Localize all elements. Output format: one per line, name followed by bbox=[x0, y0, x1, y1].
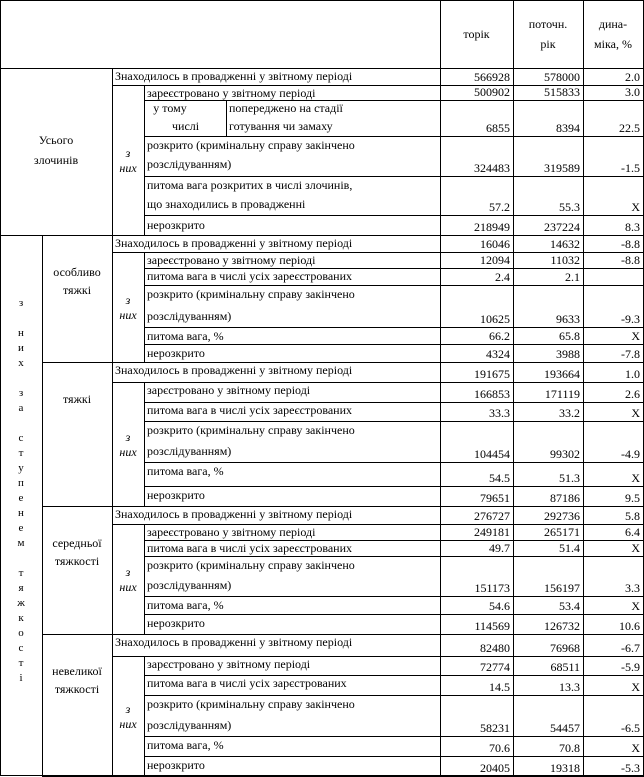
group-3-of-them-label: них bbox=[119, 717, 137, 731]
row-border bbox=[144, 176, 644, 177]
group-2-of-them-label: них bbox=[119, 580, 137, 594]
total-value-prev: 218949 bbox=[474, 220, 510, 234]
group-3-value-curr: 13.3 bbox=[559, 680, 580, 694]
row-border bbox=[144, 100, 644, 101]
total-row-label: питома вага розкритих в числі злочинів, bbox=[147, 178, 353, 192]
group-2-of-them-label: з bbox=[125, 565, 131, 579]
total-value-prev: 6855 bbox=[486, 121, 510, 135]
group-0-value-dyn: X bbox=[631, 329, 640, 343]
total-crimes-label: Усього bbox=[38, 133, 74, 147]
group-1-value-curr: 51.3 bbox=[559, 471, 580, 485]
group-3-row-label: нерозкрито bbox=[147, 758, 205, 772]
group-0-name: особливо bbox=[53, 265, 101, 279]
group-2-value-prev: 151173 bbox=[474, 581, 510, 595]
row-border bbox=[144, 596, 644, 597]
group-3-value-dyn: X bbox=[631, 680, 640, 694]
total-value-curr: 8394 bbox=[556, 121, 580, 135]
group-2-name: тяжкості bbox=[54, 554, 100, 568]
total-value-dyn: 2.0 bbox=[625, 70, 640, 84]
group-2-value-curr: 156197 bbox=[544, 581, 580, 595]
group-0-row-label: питома вага, % bbox=[147, 329, 224, 343]
group-3-value-curr: 68511 bbox=[550, 660, 580, 674]
row-border bbox=[144, 327, 644, 328]
group-1-value-curr: 171119 bbox=[544, 387, 580, 401]
including-label: числі bbox=[172, 119, 200, 133]
group-0-value-dyn: -8.8 bbox=[621, 253, 640, 267]
group-2-value-curr: 51.4 bbox=[559, 541, 580, 555]
total-value-curr: 237224 bbox=[544, 220, 580, 234]
group-1-value-curr: 87186 bbox=[550, 491, 580, 505]
row-border bbox=[144, 486, 644, 487]
group-3-value-prev: 20405 bbox=[480, 761, 510, 775]
header-prev-year: торік bbox=[463, 27, 490, 41]
total-crimes-label: злочинів bbox=[33, 153, 79, 167]
total-row-label: розкрито (кримінальну справу закінчено bbox=[147, 138, 355, 152]
group-3-value-prev: 58231 bbox=[480, 721, 510, 735]
total-row-label: розслідуванням) bbox=[147, 157, 232, 171]
column-border bbox=[144, 656, 145, 777]
group-3-row-label: розслідуванням) bbox=[147, 718, 232, 732]
group-0-value-curr: 14632 bbox=[550, 237, 580, 251]
group-1-name: тяжкі bbox=[62, 392, 92, 406]
including-label: у тому bbox=[153, 101, 187, 115]
row-border bbox=[144, 736, 644, 737]
total-value-curr: 578000 bbox=[544, 70, 580, 84]
group-1-value-dyn: 2.6 bbox=[625, 387, 640, 401]
group-3-row-label: питома вага, % bbox=[147, 738, 224, 752]
column-border bbox=[144, 524, 145, 635]
group-3-value-curr: 76968 bbox=[550, 641, 580, 655]
group-0-row-label: нерозкрито bbox=[147, 346, 205, 360]
group-2-value-dyn: 3.3 bbox=[625, 581, 640, 595]
row-border bbox=[144, 285, 644, 286]
group-3-value-dyn: -5.3 bbox=[621, 761, 640, 775]
total-row-label: нерозкрито bbox=[147, 218, 205, 232]
group-0-value-curr: 3988 bbox=[556, 347, 580, 361]
group-3-value-dyn: -6.7 bbox=[621, 641, 640, 655]
header-current-year: рік bbox=[540, 37, 556, 51]
total-row-label: готування чи замаху bbox=[229, 119, 333, 133]
group-2-value-curr: 53.4 bbox=[559, 599, 580, 613]
group-2-value-prev: 49.7 bbox=[489, 541, 510, 555]
group-0-row-label: питома вага в числі усіх зареєстрованих bbox=[147, 269, 352, 283]
group-0-value-prev: 2.4 bbox=[495, 270, 510, 284]
group-3-value-curr: 19318 bbox=[550, 761, 580, 775]
group-2-value-curr: 292736 bbox=[544, 509, 580, 523]
group-3-value-curr: 54457 bbox=[550, 721, 580, 735]
group-2-row-label: питома вага, % bbox=[147, 598, 224, 612]
table-top-border bbox=[0, 0, 644, 1]
group-1-value-prev: 54.5 bbox=[489, 471, 510, 485]
group-0-value-dyn: -8.8 bbox=[621, 237, 640, 251]
total-of-them-label: з bbox=[125, 146, 131, 160]
group-2-value-dyn: 6.4 bbox=[625, 525, 640, 539]
total-value-dyn: X bbox=[631, 200, 640, 214]
row-border bbox=[144, 344, 644, 345]
group-1-value-dyn: -4.9 bbox=[621, 447, 640, 461]
column-border bbox=[226, 100, 227, 137]
group-0-value-curr: 65.8 bbox=[559, 329, 580, 343]
group-3-value-dyn: X bbox=[631, 741, 640, 755]
group-2-name: середньої bbox=[52, 536, 102, 550]
total-row-label: що знаходились в провадженні bbox=[147, 197, 306, 211]
total-value-curr: 55.3 bbox=[559, 200, 580, 214]
group-2-value-dyn: 10.6 bbox=[619, 619, 640, 633]
group-2-row-label: розкрито (кримінальну справу закінчено bbox=[147, 558, 355, 572]
group-1-row-label: питома вага, % bbox=[147, 464, 224, 478]
group-3-value-prev: 70.6 bbox=[489, 741, 510, 755]
header-dynamics: дина- bbox=[598, 17, 628, 31]
group-0-of-them-label: них bbox=[119, 308, 137, 322]
total-value-prev: 57.2 bbox=[489, 200, 510, 214]
group-3-value-prev: 72774 bbox=[480, 660, 510, 674]
group-0-row-label: розкрито (кримінальну справу закінчено bbox=[147, 287, 355, 301]
total-row-label: зареєстровано у звітному періоді bbox=[147, 86, 316, 100]
group-0-row-label: зареєстровано у звітному періоді bbox=[147, 253, 316, 267]
group-1-row-label: зарєстровано у звітному періоді bbox=[147, 383, 311, 397]
total-value-prev: 500902 bbox=[474, 85, 510, 99]
group-0-name: тяжкі bbox=[62, 283, 92, 297]
group-1-value-dyn: 9.5 bbox=[625, 491, 640, 505]
group-2-value-dyn: X bbox=[631, 541, 640, 555]
group-1-of-them-label: них bbox=[119, 445, 137, 459]
row-border bbox=[144, 556, 644, 557]
total-value-dyn: 8.3 bbox=[625, 220, 640, 234]
group-1-value-prev: 191675 bbox=[474, 367, 510, 381]
group-0-value-prev: 66.2 bbox=[489, 329, 510, 343]
group-0-row-label: Знаходилось в провадженні у звітному періоді bbox=[115, 236, 353, 250]
group-0-value-prev: 10625 bbox=[480, 312, 510, 326]
group-0-row-label: розслідуванням) bbox=[147, 309, 232, 323]
group-1-row-label: Знаходилось в провадженні у звітному періоді bbox=[115, 363, 353, 377]
total-value-prev: 324483 bbox=[474, 161, 510, 175]
total-row-label: Знаходилось в провадженні у звітному періоді bbox=[115, 69, 353, 83]
group-3-value-prev: 82480 bbox=[480, 641, 510, 655]
group-1-value-dyn: X bbox=[631, 406, 640, 420]
group-3-row-label: питома вага в числі усіх зарєстрованих bbox=[147, 676, 347, 690]
total-value-dyn: 22.5 bbox=[619, 121, 640, 135]
group-2-row-label: зареєстровано у звітному періоді bbox=[147, 525, 316, 539]
group-3-name: тяжкості bbox=[54, 682, 100, 696]
group-2-value-curr: 265171 bbox=[544, 525, 580, 539]
row-border bbox=[144, 756, 644, 757]
group-1-value-prev: 166853 bbox=[474, 387, 510, 401]
group-1-row-label: нерозкрито bbox=[147, 488, 205, 502]
group-1-value-curr: 193664 bbox=[544, 367, 580, 381]
total-value-curr: 515833 bbox=[544, 85, 580, 99]
group-3-row-label: Знаходилось в провадженні у звітному періоді bbox=[115, 635, 353, 649]
group-0-value-prev: 4324 bbox=[486, 347, 510, 361]
group-2-value-dyn: 5.8 bbox=[625, 509, 640, 523]
header-current-year: поточн. bbox=[528, 17, 568, 31]
group-3-row-label: зарєстровано у звітному періоді bbox=[147, 657, 311, 671]
group-1-value-prev: 33.3 bbox=[489, 406, 510, 420]
total-value-prev: 566928 bbox=[474, 70, 510, 84]
group-0-value-curr: 9633 bbox=[556, 312, 580, 326]
group-3-value-dyn: -6.5 bbox=[621, 721, 640, 735]
group-2-row-label: нерозкрито bbox=[147, 616, 205, 630]
group-1-value-prev: 79651 bbox=[480, 491, 510, 505]
group-1-value-curr: 33.2 bbox=[559, 406, 580, 420]
group-1-value-curr: 99302 bbox=[550, 447, 580, 461]
group-2-value-prev: 54.6 bbox=[489, 599, 510, 613]
total-value-dyn: -1.5 bbox=[621, 161, 640, 175]
row-border bbox=[144, 421, 644, 422]
group-3-value-curr: 70.8 bbox=[559, 741, 580, 755]
row-border bbox=[144, 136, 644, 137]
group-1-row-label: розслідуванням) bbox=[147, 444, 232, 458]
group-2-value-prev: 249181 bbox=[474, 525, 510, 539]
row-border bbox=[144, 462, 644, 463]
group-1-row-label: питома вага в числі усіх зареєстрованих bbox=[147, 403, 352, 417]
severity-vertical-label: з н и х з а с т у п е н е м т я ж к о с т і bbox=[17, 297, 25, 684]
header-dynamics: міка, % bbox=[594, 37, 632, 51]
group-3-row-label: розкрито (кримінальну справу закінчено bbox=[147, 697, 355, 711]
total-of-them-label: них bbox=[119, 161, 137, 175]
group-2-value-prev: 276727 bbox=[474, 509, 510, 523]
group-1-row-label: розкрито (кримінальну справу закінчено bbox=[147, 423, 355, 437]
group-2-row-label: Знаходилось в провадженні у звітному періоді bbox=[115, 507, 353, 521]
row-border bbox=[144, 215, 644, 216]
total-row-label: попереджено на стадії bbox=[229, 101, 343, 115]
group-2-value-prev: 114569 bbox=[474, 619, 510, 633]
group-1-value-prev: 104454 bbox=[474, 447, 510, 461]
group-2-value-curr: 126732 bbox=[544, 619, 580, 633]
group-0-value-dyn: -7.8 bbox=[621, 347, 640, 361]
group-1-value-dyn: 1.0 bbox=[625, 367, 640, 381]
group-2-row-label: питома вага в числі усіх зареєстрованих bbox=[147, 541, 352, 555]
group-0-value-prev: 16046 bbox=[480, 237, 510, 251]
group-1-of-them-label: з bbox=[125, 430, 131, 444]
group-2-row-label: розслідуванням) bbox=[147, 578, 232, 592]
group-3-name: невеликої bbox=[52, 664, 102, 678]
group-0-value-prev: 12094 bbox=[480, 253, 510, 267]
row-border bbox=[144, 614, 644, 615]
group-0-value-dyn: -9.3 bbox=[621, 312, 640, 326]
group-2-value-dyn: X bbox=[631, 599, 640, 613]
group-0-of-them-label: з bbox=[125, 293, 131, 307]
group-0-value-curr: 2.1 bbox=[565, 270, 580, 284]
column-border bbox=[144, 252, 145, 363]
group-3-value-dyn: -5.9 bbox=[621, 660, 640, 674]
row-border bbox=[144, 695, 644, 696]
column-border bbox=[144, 382, 145, 507]
group-3-of-them-label: з bbox=[125, 702, 131, 716]
group-3-value-prev: 14.5 bbox=[489, 680, 510, 694]
total-value-curr: 319589 bbox=[544, 161, 580, 175]
group-0-value-curr: 11032 bbox=[550, 253, 580, 267]
total-value-dyn: 3.0 bbox=[625, 85, 640, 99]
group-1-value-dyn: X bbox=[631, 471, 640, 485]
